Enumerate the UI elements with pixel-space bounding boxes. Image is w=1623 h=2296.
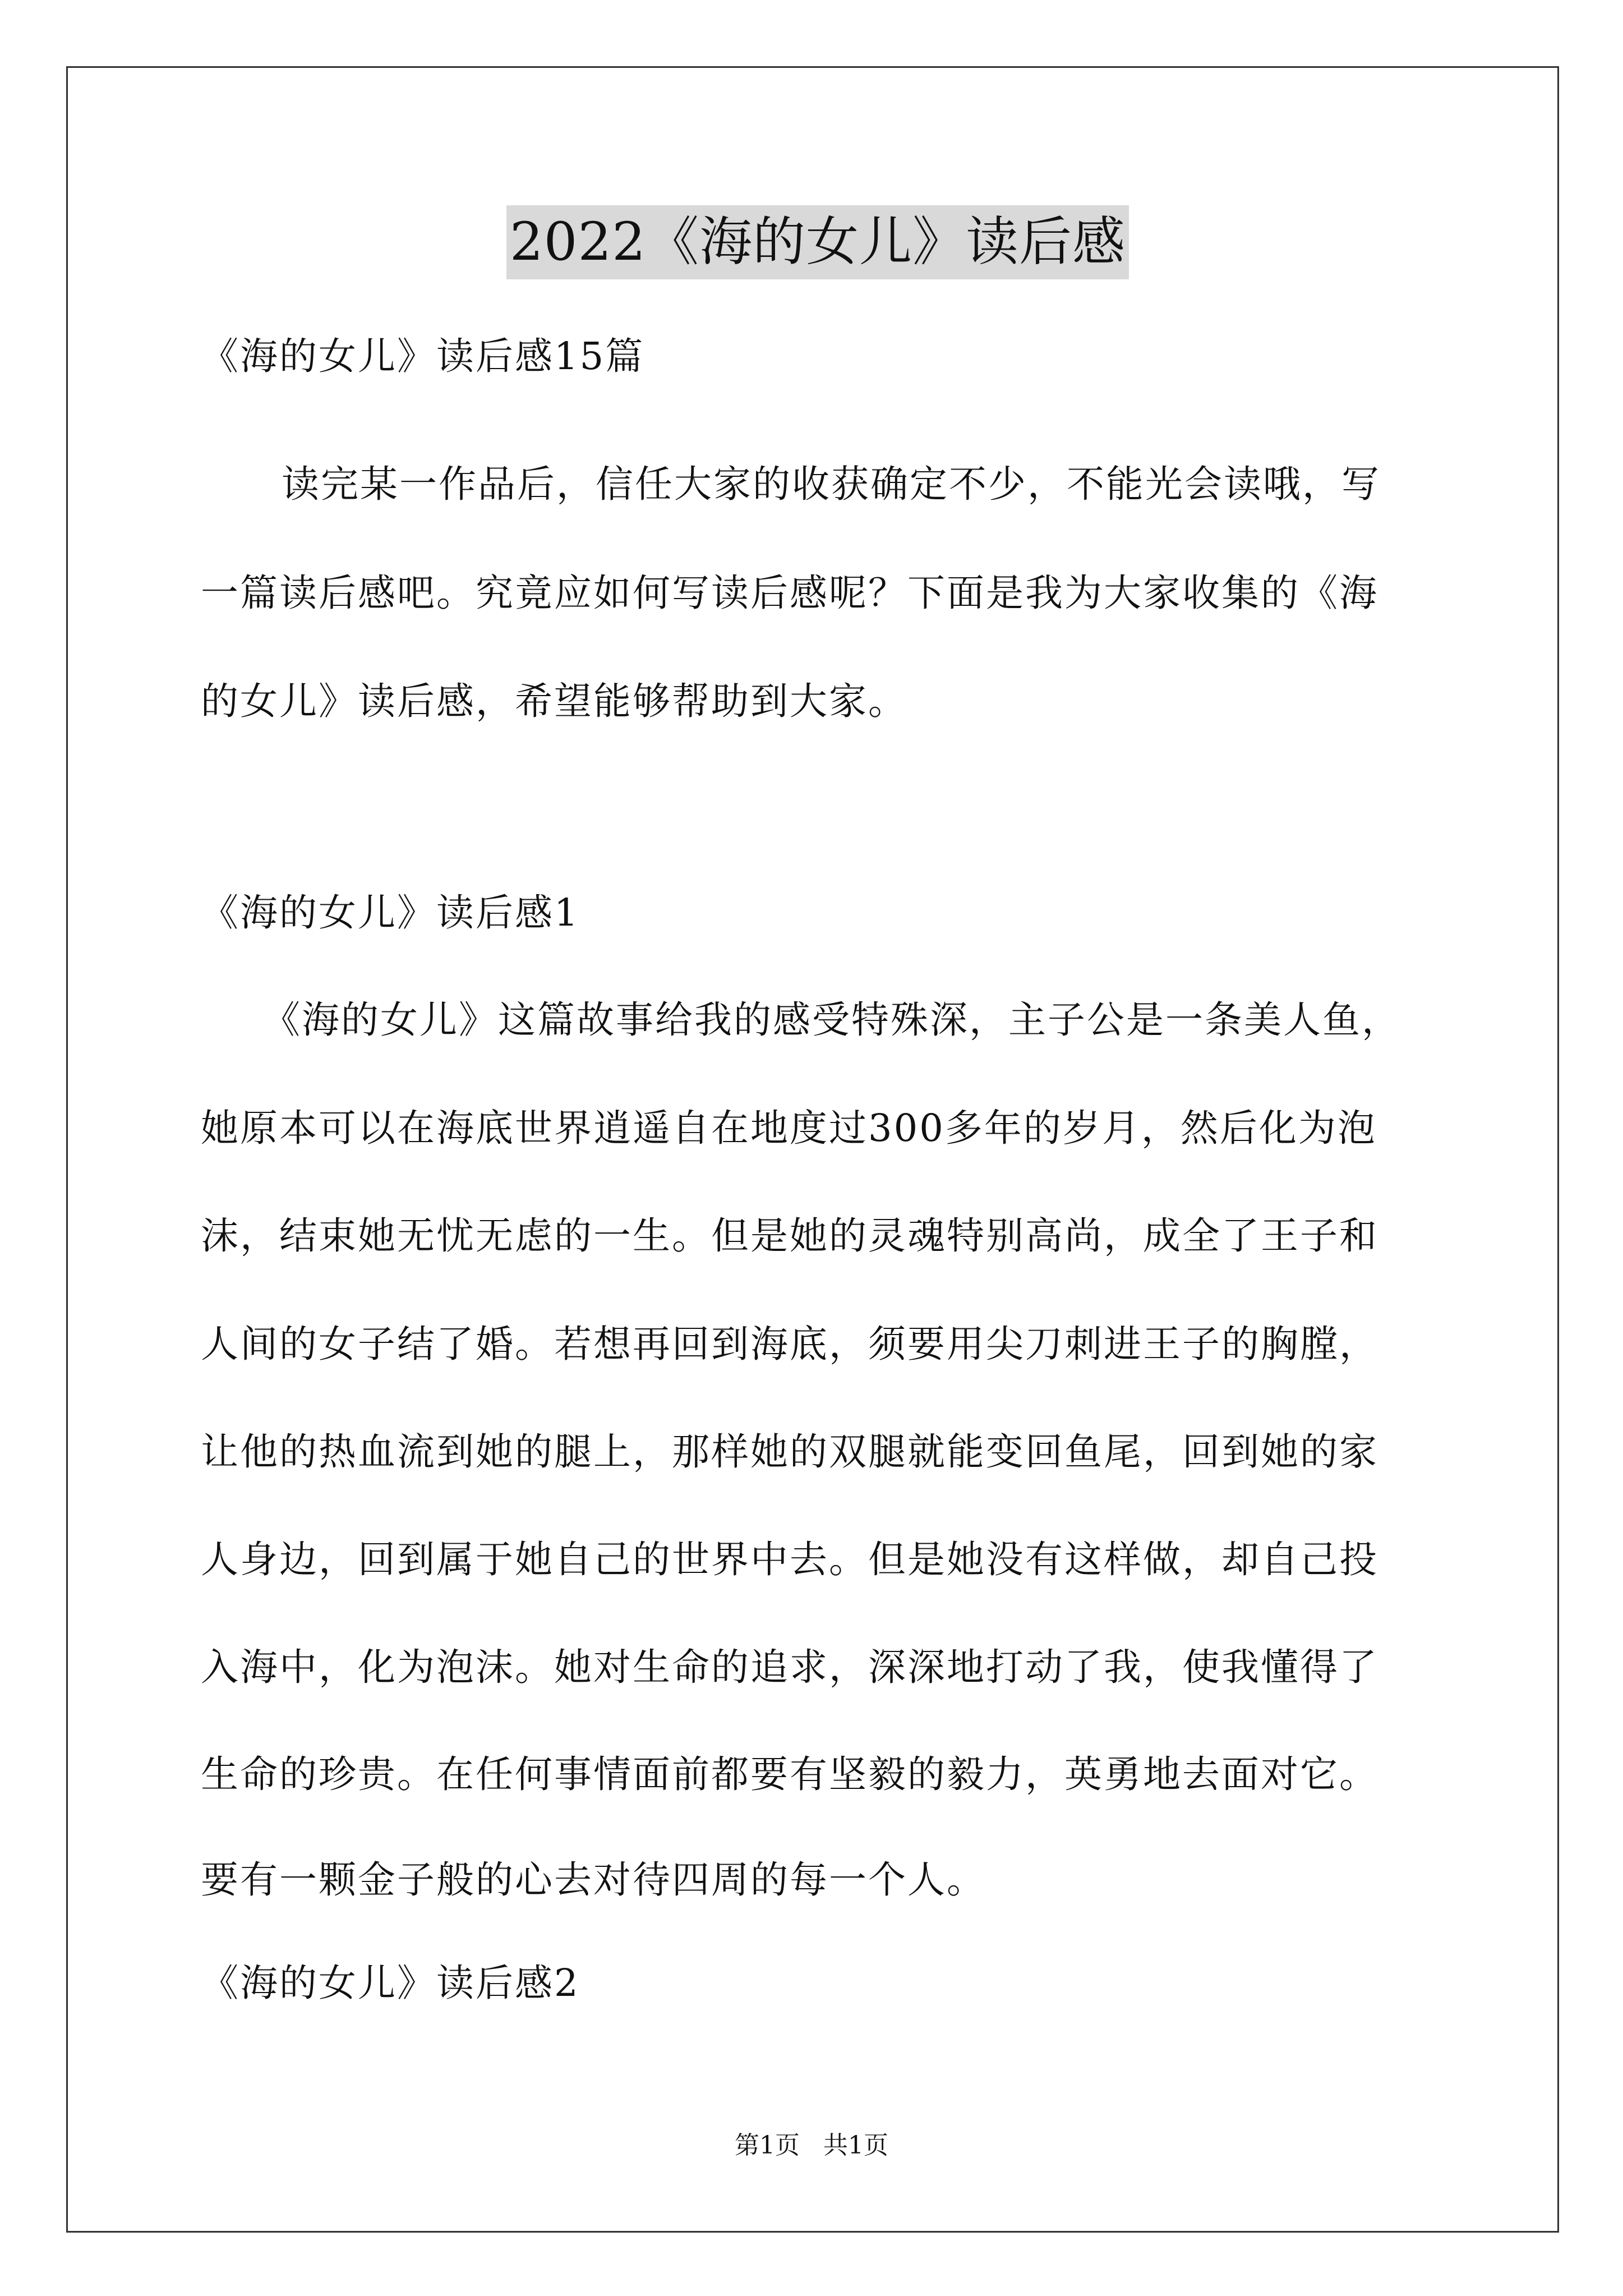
page-number-footer: 第1页 共1页: [735, 2131, 888, 2160]
section1-line: 人身边，回到属于她自己的世界中去。但是她没有这样做，却自己投: [201, 1538, 1378, 1581]
section1-line: 生命的珍贵。在任何事情面前都要有坚毅的毅力，英勇地去面对它。: [201, 1752, 1378, 1796]
intro-line: 的女儿》读后感，希望能够帮助到大家。: [201, 679, 907, 723]
intro-line: 一篇读后感吧。究竟应如何写读后感呢？下面是我为大家收集的《海: [201, 571, 1378, 615]
section1-line: 沫，结束她无忧无虑的一生。但是她的灵魂特别高尚，成全了王子和: [201, 1214, 1378, 1258]
section-heading-1: 《海的女儿》读后感1: [201, 891, 580, 935]
section1-line: 《海的女儿》这篇故事给我的感受特殊深，主子公是一条美人鱼，: [262, 998, 1401, 1042]
section-heading-2: 《海的女儿》读后感2: [201, 1961, 580, 2005]
section1-line: 让他的热血流到她的腿上，那样她的双腿就能变回鱼尾，回到她的家: [201, 1430, 1378, 1474]
intro-line: 读完某一作品后，信任大家的收获确定不少，不能光会读哦，写: [282, 462, 1381, 506]
document-title: 2022《海的女儿》读后感: [506, 205, 1129, 279]
section1-line: 要有一颗金子般的心去对待四周的每一个人。: [201, 1858, 986, 1902]
section1-line: 入海中，化为泡沫。她对生命的追求，深深地打动了我，使我懂得了: [201, 1645, 1378, 1689]
title-wrap: [201, 205, 1435, 279]
section1-line: 她原本可以在海底世界逍遥自在地度过300多年的岁月，然后化为泡: [201, 1106, 1377, 1150]
document-subtitle: 《海的女儿》读后感15篇: [201, 334, 645, 378]
section1-line: 人间的女子结了婚。若想再回到海底，须要用尖刀刺进王子的胸膛，: [201, 1322, 1378, 1366]
